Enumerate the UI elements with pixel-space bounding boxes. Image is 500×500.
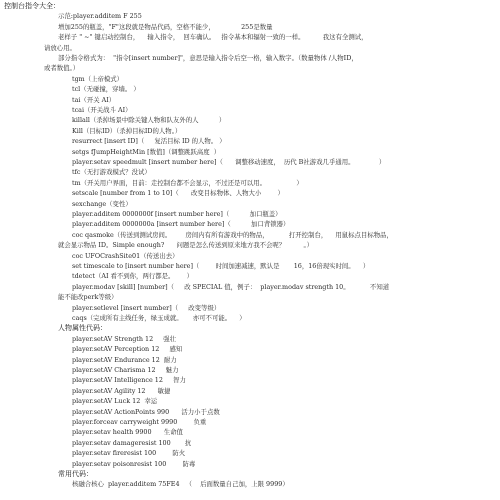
text-line: coc UFOCrashSite01（传送出去） xyxy=(72,251,179,260)
text-line: 请放心用。 xyxy=(44,43,76,52)
text-line: Kill（目标ID）（杀掉目标ID的人物。） xyxy=(72,126,182,135)
text-line: player.setAV Charisma 12 魅力 xyxy=(72,366,179,374)
text-line: coc qasmoke（传送到测试房间。 房间内有所有游戏中的物品， 打开控制台， 用鼠标点目标物品， xyxy=(72,230,393,239)
text-line: player.setlevel [insert number]（ 改变等级） xyxy=(72,303,221,312)
text-line: tgm（上帝模式） xyxy=(72,74,124,83)
text-line: tdetect（AI 看不到你，两行都是。 ） xyxy=(72,272,193,281)
text-line: 核融合核心 player.additem 75FE4 （ 后面数量自己加，上限 9999） xyxy=(72,480,289,489)
text-line: player.setAV ActionPoints 990 活力小于点数 xyxy=(72,407,220,416)
text-line: sexchange（变性） xyxy=(72,199,132,208)
text-line: player.setav damageresist 100 抗 xyxy=(72,438,192,447)
text-line: player.setav poisonresist 100 防毒 xyxy=(72,459,196,468)
text-line: tcai（开关战斗 AI） xyxy=(72,106,132,114)
text-line: set timescale to [insert number here]（ 时间加速减速，默认是 16，16倍现实时间。 ） xyxy=(72,262,370,270)
text-line: player.modav [skill] [number]（ 改 SPECIAL 值，例子： player.modav strength 10。 不知道 xyxy=(72,282,390,291)
text-line: player.setav health 9900 生命值 xyxy=(72,428,183,437)
text-line: player.setAV Agility 12 敏捷 xyxy=(72,386,171,395)
text-line: killall（杀掉场景中除关键人物和队友外的人 ） xyxy=(72,116,226,125)
text-line: 示范:player.additem F 255 xyxy=(58,12,142,21)
text-line: setscale [number from 1 to 10]（ 改变目标物体、人物大小 ） xyxy=(72,189,284,198)
section-heading: 控制台指令大全： xyxy=(4,2,60,10)
text-line: tfc（无打游戏模式？没试） xyxy=(72,168,151,177)
text-line: setgs fJumpHeightMin [数值]（调整跳跃高度 ） xyxy=(72,147,221,156)
text-line: resurrect [insert ID]（ 复活目标 ID 的人物。 ） xyxy=(72,137,226,146)
text-line: tai（开关 AI） xyxy=(72,95,116,104)
text-line: 或者数值。） xyxy=(44,64,80,73)
section-heading: 人物属性代码： xyxy=(58,324,107,333)
section-heading: 常用代码： xyxy=(58,470,93,478)
text-line: player.setAV Endurance 12 耐力 xyxy=(72,355,177,364)
text-line: 增加255的瓶盖，"F"这段就是物品代码，空格不能少， 255是数量 xyxy=(58,22,273,31)
text-line: player.setAV Intelligence 12 智力 xyxy=(72,376,186,385)
text-line: player.setav fireresist 100 防火 xyxy=(72,449,186,458)
text-line: tcl（无碰撞，穿墙。 ） xyxy=(72,85,140,94)
text-line: 老样子 " ~" 键启动控制台， 输入指令， 回车确认。 指令基本和辐射一致的一样。 我这有全测试， xyxy=(58,33,368,42)
text-line: player.setav speedmult [insert number here]（ 调整移动速度， 历代 B社游戏几乎通用。 ） xyxy=(72,158,386,166)
text-line: player.additem 0000000f [insert number here]（ 加口瓶盖） xyxy=(72,210,282,218)
text-line: player.forceav carryweight 9990 负重 xyxy=(72,418,207,426)
text-line: player.setAV Luck 12 幸运 xyxy=(72,397,158,406)
text-line: 就会显示物品 ID。Simple enough? 问题是怎么传送到原来地方我不会呢？ 。） xyxy=(58,241,314,250)
text-line: player.setAV Strength 12 强壮 xyxy=(72,334,177,343)
text-line: caqs（完成所有主线任务，绿玉成就。 亦可不可能。 ） xyxy=(72,314,246,322)
text-line: player.additem 0000000a [insert number here]（ 加口背锁器） xyxy=(72,220,290,229)
text-line: tm（开关用户界面，目前：走控制台都不会显示，不过还是可以用。 ） xyxy=(72,178,303,187)
text-line: player.setAV Perception 12 感知 xyxy=(72,345,183,354)
text-line: 部分指令格式为： "指令[insert number]"，意思是输入指令后空一格，输入数字。（数量物体 /人物ID， xyxy=(58,54,358,62)
text-line: 能不能改perk等级） xyxy=(58,293,118,302)
